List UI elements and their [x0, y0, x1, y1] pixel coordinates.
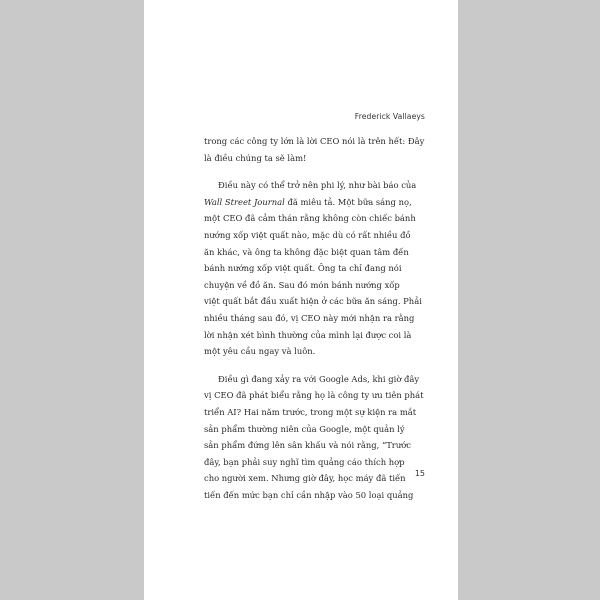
text-line: triển AI? Hai năm trước, trong một sự kiện ra mắt: [204, 406, 417, 417]
text-line: bánh nướng xốp việt quất. Ông ta chỉ đang nói: [204, 263, 402, 274]
text-line: vị CEO đã phát biểu rằng họ là công ty ưu tiên phát: [204, 390, 424, 401]
text-line: Điều gì đang xảy ra với Google Ads, khi giờ đây: [218, 373, 420, 384]
running-header-author: Frederick Vallaeys: [354, 112, 425, 121]
text-line: sản phẩm thường niên của Google, một quản lý: [204, 423, 405, 434]
text-line: nhiều tháng sau đó, vị CEO này mới nhận ra rằng: [204, 312, 415, 323]
text-line: chuyện về đồ ăn. Sau đó món bánh nướng xốp: [204, 279, 400, 290]
text-line: một CEO đã cảm thán rằng không còn chiếc bánh: [204, 213, 416, 224]
text-line: tiến đến mức bạn chỉ cần nhập vào 50 loại quảng: [204, 489, 414, 500]
text-line: việt quất bắt đầu xuất hiện ở các bữa ăn sáng. Phải: [204, 296, 422, 307]
page-number: 15: [414, 469, 425, 478]
paragraph-2: [204, 177, 425, 360]
text-line: nướng xốp việt quất nào, mặc dù có rất nhiều đồ: [204, 229, 411, 240]
text-line: là điều chúng ta sẽ làm!: [204, 152, 307, 163]
text-line: Điều này có thể trở nên phi lý, như bài báo của: [218, 180, 417, 191]
text-line: lời nhận xét bình thường của mình lại được coi là: [204, 329, 412, 340]
paragraph-3: [204, 371, 425, 504]
text-line: trong các công ty lớn là lời CEO nói là trên hết: Đây: [204, 136, 425, 146]
text-line: Wall Street Journal đã miêu tả. Một bữa sáng nọ,: [204, 196, 412, 207]
text-line: cho người xem. Nhưng giờ đây, học máy đã tiến: [204, 473, 406, 484]
body-text: [204, 133, 425, 514]
text-line: ăn khác, và ông ta không đặc biệt quan tâm đến: [204, 246, 409, 257]
book-page: [144, 0, 458, 600]
text-line: đây, bạn phải suy nghĩ tìm quảng cáo thích hợp: [204, 456, 405, 467]
text-line: sản phẩm đứng lên sân khấu và nói rằng, “Trước: [204, 440, 411, 451]
text-line: một yêu cầu ngay và luôn.: [204, 346, 316, 357]
paragraph-1: [204, 133, 425, 166]
